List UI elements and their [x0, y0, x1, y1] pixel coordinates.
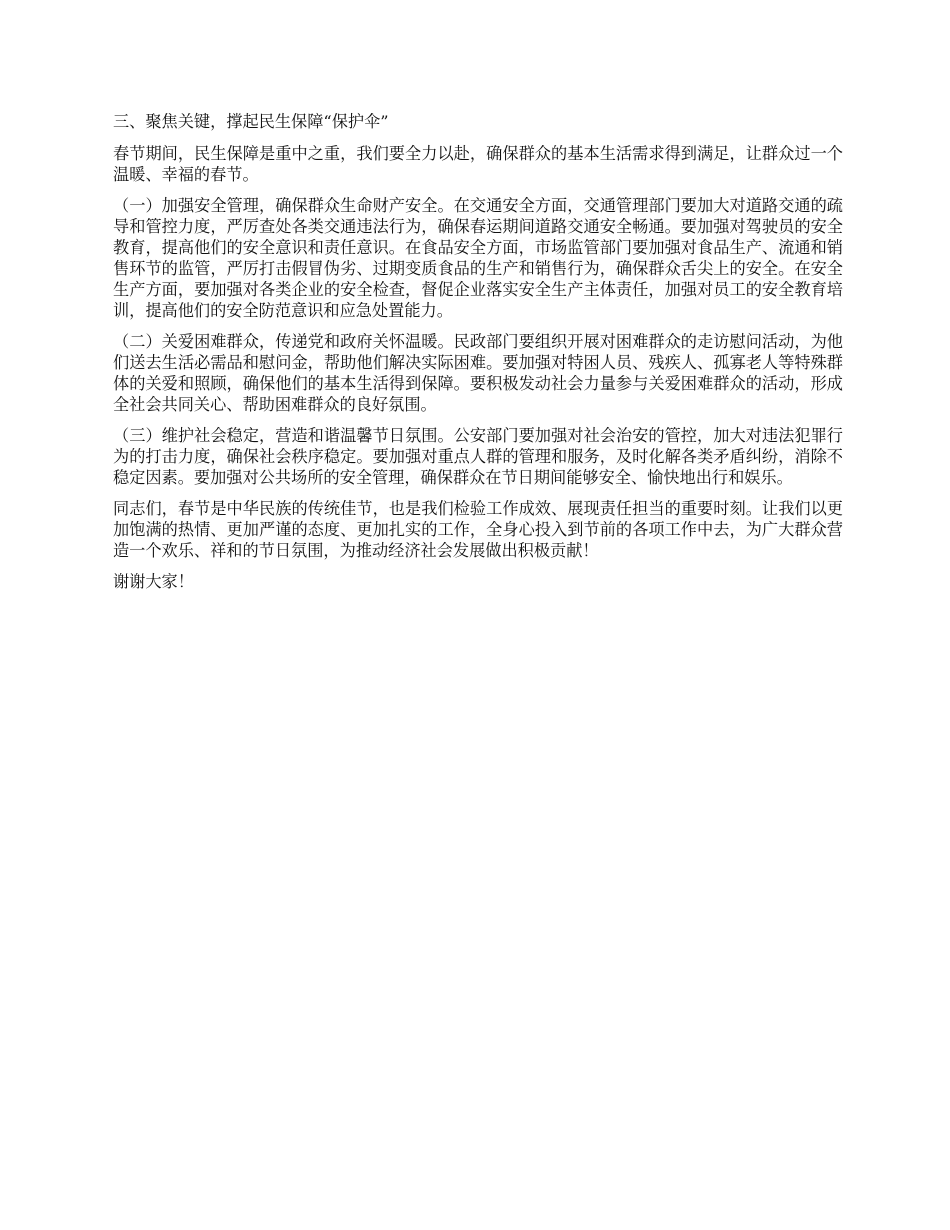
paragraph-safety-management: （一）加强安全管理，确保群众生命财产安全。在交通安全方面，交通管理部门要加大对道路交通的疏导和管控力度，严厉查处各类交通违法行为，确保春运期间道路交通安全畅通。要加强对驾驶员的安全教育，提高他们的安全意识和责任意识。在食品安全方面，市场监管部门要加强对食品生产、流通和销售环节的监管，严厉打击假冒伪劣、过期变质食品的生产和销售行为，确保群众舌尖上的安全。在安全生产方面，要加强对各类企业的安全检查，督促企业落实安全生产主体责任，加强对员工的安全教育培训，提高他们的安全防范意识和应急处置能力。	[113, 196, 843, 320]
paragraph-intro: 春节期间，民生保障是重中之重，我们要全力以赴，确保群众的基本生活需求得到满足，让群众过一个温暖、幸福的春节。	[113, 144, 843, 184]
paragraph-care-for-needy: （二）关爱困难群众，传递党和政府关怀温暖。民政部门要组织开展对困难群众的走访慰问活动，为他们送去生活必需品和慰问金，帮助他们解决实际困难。要加强对特困人员、残疾人、孤寡老人等特殊群体的关爱和照顾，确保他们的基本生活得到保障。要积极发动社会力量参与关爱困难群众的活动，形成全社会共同关心、帮助困难群众的良好氛围。	[113, 332, 843, 414]
paragraph-closing: 同志们，春节是中华民族的传统佳节，也是我们检验工作成效、展现责任担当的重要时刻。让我们以更加饱满的热情、更加严谨的态度、更加扎实的工作，全身心投入到节前的各项工作中去，为广大群众营造一个欢乐、祥和的节日氛围，为推动经济社会发展做出积极贡献！	[113, 499, 843, 560]
paragraph-thanks: 谢谢大家！	[113, 572, 194, 591]
section-heading: 三、聚焦关键，撑起民生保障“保护伞”	[113, 112, 389, 131]
paragraph-social-stability: （三）维护社会稳定，营造和谐温馨节日氛围。公安部门要加强对社会治安的管控，加大对违法犯罪行为的打击力度，确保社会秩序稳定。要加强对重点人群的管理和服务，及时化解各类矛盾纠纷，消除不稳定因素。要加强对公共场所的安全管理，确保群众在节日期间能够安全、愉快地出行和娱乐。	[113, 426, 843, 487]
document-body	[113, 111, 843, 602]
